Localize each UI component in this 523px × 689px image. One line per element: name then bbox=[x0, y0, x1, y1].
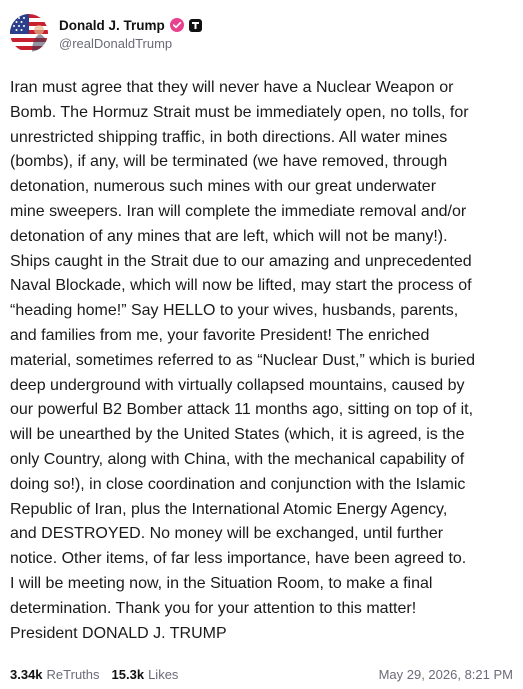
name-row bbox=[59, 16, 202, 35]
verified-badge-icon bbox=[170, 18, 184, 32]
author-handle[interactable]: @realDonaldTrump bbox=[59, 35, 173, 51]
american-flag-avatar-icon[interactable] bbox=[10, 14, 48, 52]
post-timestamp[interactable]: May 29, 2026, 8:21 PM bbox=[378, 666, 513, 682]
truth-social-icon bbox=[189, 19, 202, 32]
retruths-stat[interactable] bbox=[10, 667, 100, 682]
author-display-name[interactable]: Donald J. Trump bbox=[59, 17, 165, 33]
likes-count: 15.3k bbox=[111, 666, 145, 682]
retruths-label: ReTruths bbox=[46, 666, 100, 682]
author-identity bbox=[59, 16, 202, 51]
likes-stat[interactable] bbox=[112, 667, 179, 682]
retruths-count: 3.34k bbox=[10, 666, 43, 682]
post-header bbox=[10, 12, 202, 54]
likes-label: Likes bbox=[148, 666, 179, 682]
post-footer bbox=[10, 664, 513, 684]
post-body-text: Iran must agree that they will never have a Nuclear Weapon or Bomb. The Hormuz Strait must be immediately open, no tolls, for unrestricted shipping traffic, in both directions. All water mines (bombs), if any, will be terminated (we have removed, through detonation, numerous such mines with our great underwater mine sweepers. Iran will complete the immediate removal and/or detonation of any mines that are left, which will not be many!). Ships caught in the Strait due to our amazing and unprecedented Naval Blockade, which will now be lifted, may start the process of “heading home!” Say HELLO to your wives, husbands, parents, and families from me, your favorite President! The enriched material, sometimes referred to as “Nuclear Dust,” which is buried deep underground with virtually collapsed mountains, caused by our powerful B2 Bomber attack 11 months ago, sitting on top of it, will be unearthed by the United States (which, it is agreed, is the only Country, along with China, with the mechanical capability of doing so!), in close coordination and conjunction with the Islamic Republic of Iran, plus the International Atomic Energy Agency, and DESTROYED. No money will be exchanged, until further notice. Other items, of far less importance, have been agreed to. I will be meeting now, in the Situation Room, to make a final determination. Thank you for your attention to this matter! President DONALD J. TRUMP bbox=[10, 79, 476, 642]
